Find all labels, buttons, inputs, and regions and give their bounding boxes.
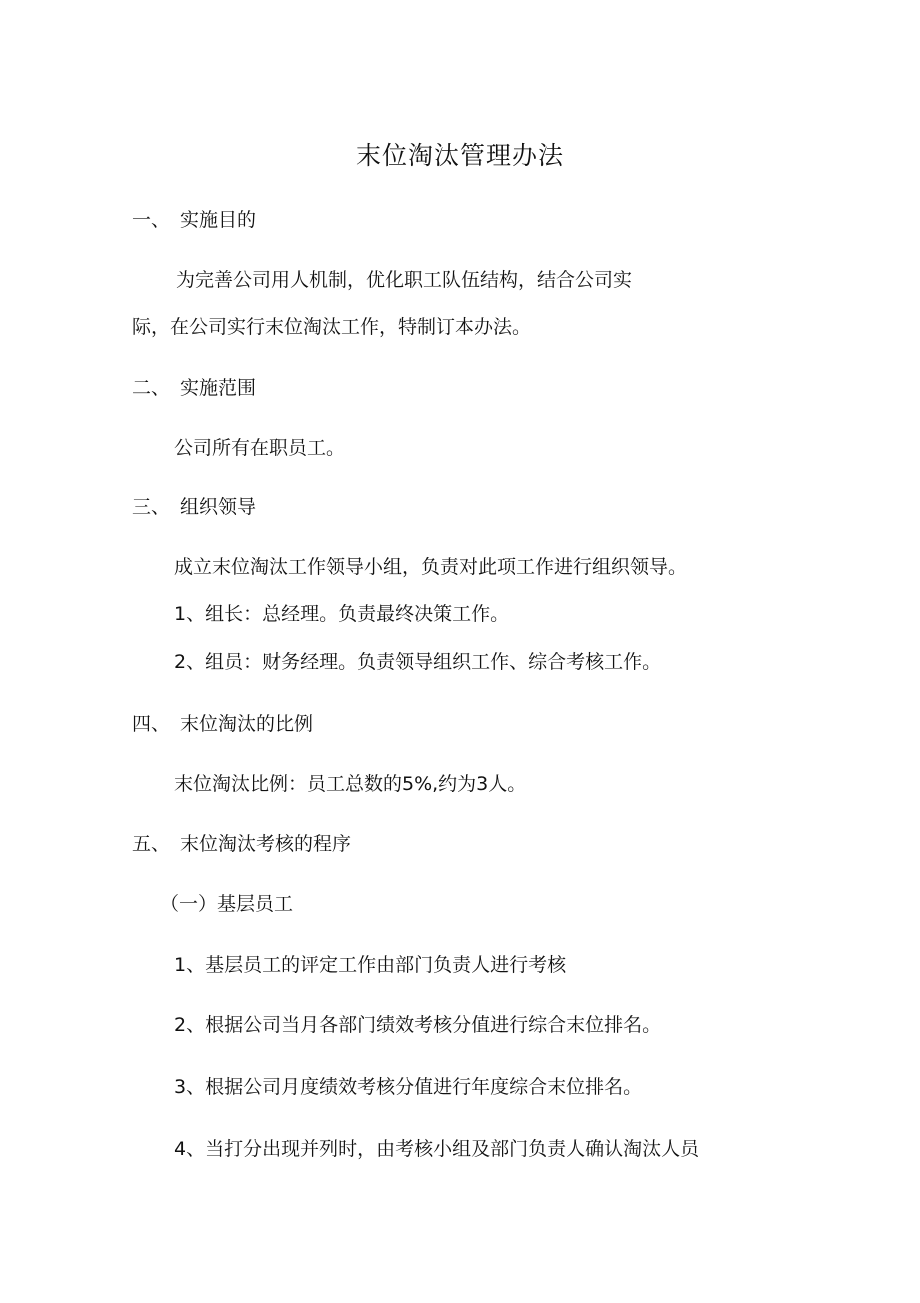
paragraph-line: 成立末位淘汰工作领导小组，负责对此项工作进行组织领导。: [174, 556, 688, 578]
list-item: 1、组长：总经理。负责最终决策工作。: [174, 603, 510, 625]
section-title: 末位淘汰的比例: [180, 713, 314, 735]
paragraph-line: 末位淘汰比例：员工总数的5%,约为3人。: [174, 773, 527, 795]
section-number: 二、: [132, 377, 171, 399]
list-item: 1、基层员工的评定工作由部门负责人进行考核: [174, 954, 567, 976]
section-heading-5: [132, 832, 351, 856]
list-item: 2、根据公司当月各部门绩效考核分值进行综合末位排名。: [174, 1014, 662, 1036]
section-title: 末位淘汰考核的程序: [180, 833, 352, 855]
section-number: 三、: [132, 496, 171, 518]
section-heading-1: [132, 208, 256, 232]
section-number: 五、: [132, 833, 171, 855]
list-item: 4、当打分出现并列时，由考核小组及部门负责人确认淘汰人员: [174, 1138, 700, 1160]
document-title: 末位淘汰管理办法: [355, 141, 564, 170]
section-title: 实施目的: [180, 209, 257, 231]
section-title: 实施范围: [180, 377, 257, 399]
section-heading-2: [132, 376, 256, 400]
paragraph-line: 公司所有在职员工。: [174, 437, 346, 459]
paragraph-line: 际，在公司实行末位淘汰工作，特制订本办法。: [132, 316, 532, 338]
list-item: 3、根据公司月度绩效考核分值进行年度综合末位排名。: [174, 1076, 643, 1098]
section-heading-3: [132, 495, 256, 519]
subsection-heading: （一）基层员工: [160, 893, 294, 915]
section-number: 四、: [132, 713, 171, 735]
paragraph-line: 为完善公司用人机制，优化职工队伍结构，结合公司实: [176, 269, 633, 291]
section-heading-4: [132, 712, 313, 736]
section-title: 组织领导: [180, 496, 257, 518]
list-item: 2、组员：财务经理。负责领导组织工作、综合考核工作。: [174, 651, 662, 673]
section-number: 一、: [132, 209, 171, 231]
